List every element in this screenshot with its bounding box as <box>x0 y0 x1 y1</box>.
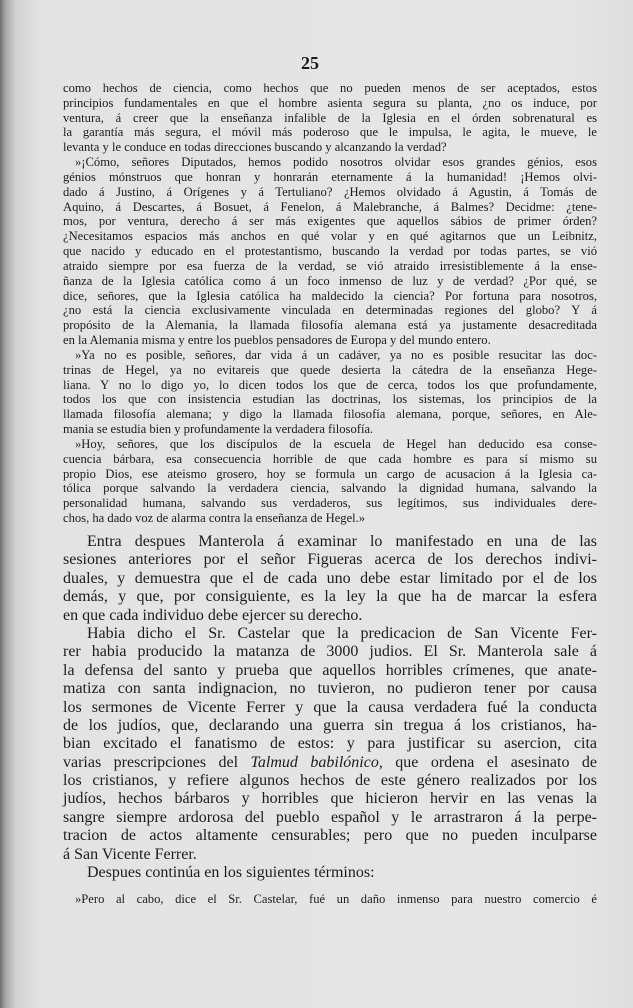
text-line: »Pero al cabo, dice el Sr. Castelar, fué un daño inmenso para nuestro comercio é <box>75 892 597 906</box>
text-line: ¿Necesitamos espacios más anchos en qué volar y en qué agitarnos que un Leibnitz, <box>63 229 597 244</box>
text-line: ventura, á creer que la enseñanza infalible de la Iglesia en el órden sobrenatural es <box>63 110 597 125</box>
text-line: dado á Justino, á Orígenes y á Tertuliano? ¿Hemos olvidado á Agustin, á Tomás de <box>63 184 597 199</box>
text-line: que nacido y educado en el protestantismo, buscando la verdad por todas partes, se vió <box>63 244 597 259</box>
italic-title: Talmud babilónico <box>250 753 379 771</box>
text-line: personalidad humana, salvando sus verdaderos, sus legítimos, sus individuales dere- <box>63 496 597 511</box>
text-line: en que cada individuo debe ejercer su derecho. <box>63 606 363 624</box>
text-segment: varias prescripciones del <box>63 753 251 771</box>
text-line: mos, por ventura, derecho á ser más exigentes que aquellos sábios de primer órden? <box>63 214 597 229</box>
text-line: llamada filosofía alemana; y digo la llamada filosofía alemana, porque, señores, en Ale- <box>63 407 597 422</box>
closing-quote-block <box>63 892 597 907</box>
page-number: 25 <box>301 53 319 73</box>
text-line: rer habia producido la matanza de 3000 judios. El Sr. Manterola sale á <box>63 643 597 661</box>
text-line: á San Vicente Ferrer. <box>63 845 197 863</box>
text-line: génios mónstruos que honran y honrarán eternamente á la humanidad! ¡Hemos olvi- <box>63 169 597 184</box>
text-line: »Ya no es posible, señores, dar vida á un cadáver, ya no es posible resucitar las doc- <box>75 347 597 362</box>
text-line: levanta y le conduce en todas direcciones buscando y alcanzando la verdad? <box>63 140 447 155</box>
text-line: propósito de la Alemania, la llamada filosofía alemana está ya justamente desacreditada <box>63 318 597 333</box>
text-line: los cristianos, y refiere algunos hechos de este género realizados por los <box>63 772 597 790</box>
text-line: atraido siempre por esa fuerza de la verdad, se vió atraido irresistiblemente á la ense- <box>63 258 597 273</box>
text-line: trinas de Hegel, ya no evitareis que quede desierta la cátedra de la enseñanza Hege- <box>63 362 597 377</box>
text-line: Aquino, á Descartes, á Bosuet, á Fenelon, á Malebranche, á Balmes? Decidme: ¿tene- <box>63 199 597 214</box>
text-line: dice, señores, que la Iglesia católica ha maldecido la ciencia? Por fortuna para nosotros, <box>63 288 597 303</box>
text-line: matiza con santa indignacion, no tuvieron, no pudieron tener por causa <box>63 680 597 698</box>
text-line: »Hoy, señores, que los discípulos de la escuela de Hegel han deducido esa conse- <box>75 436 597 451</box>
text-line: ¿no está la ciencia exclusivamente vinculada en determinadas regiones del globo? Y á <box>63 303 597 318</box>
text-line: principios fundamentales en que el hombre asienta segura su planta, ¿no os induce, por <box>63 95 597 110</box>
text-line: Despues continúa en los siguientes términos: <box>87 864 375 882</box>
text-line: Entra despues Manterola á examinar lo manifestado en una de las <box>87 533 597 550</box>
text-line: los sermones de Vicente Ferrer y que la causa verdadera fué la conducta <box>63 698 597 716</box>
text-line: cuencia bárbara, esa consecuencia horrible de que cada hombre es para sí mismo su <box>63 451 597 466</box>
text-line: tracion de actos altamente censurables; pero que no pueden inculparse <box>63 827 597 845</box>
text-line: tólica porque salvando la verdadera ciencia, salvando la dignidad humana, salvando la <box>63 481 597 496</box>
text-line: judíos, hechos bárbaros y horribles que hicieron hervir en las venas la <box>63 790 597 808</box>
text-line: todos los que con insistencia estudian las doctrinas, los sistemas, los principios de la <box>63 392 597 407</box>
text-line: »¡Cómo, señores Diputados, hemos podido nosotros olvidar esos grandes génios, esos <box>75 155 597 170</box>
text-line: liana. Y no lo digo yo, lo dicen todos los que de cerca, todos los que profundamente, <box>63 377 597 392</box>
text-line <box>63 754 597 772</box>
text-line: en la Alemania misma y entre los pueblos pensadores de Europa y del mundo entero. <box>63 333 491 348</box>
text-line: la defensa del santo y prueba que aquellos horribles crímenes, que anate- <box>63 661 597 679</box>
text-line: propio Dios, ese ateismo grosero, hoy se formula un cargo de acusacion á la Iglesia ca- <box>63 466 597 481</box>
text-line: la garantía más segura, el móvil más poderoso que le impulsa, le agita, le mueve, le <box>63 125 597 140</box>
quoted-speech-block <box>63 81 597 526</box>
text-line: ñanza de la Iglesia católica como á un foco inmenso de luz y de verdad? ¿Por qué, se <box>63 273 597 288</box>
text-line: como hechos de ciencia, como hechos que no pueden menos de ser aceptados, estos <box>63 81 597 95</box>
text-line: chos, ha dado voz de alarma contra la enseñanza de Hegel.» <box>63 511 366 526</box>
text-segment: , que ordena el asesinato de <box>378 753 597 771</box>
text-line: bian excitado el fanatismo de estos: y para justificar su asercion, cita <box>63 735 597 753</box>
text-line: demás, y que, por consiguiente, es la ley la que ha de marcar la esfera <box>63 588 597 606</box>
text-line: sesiones anteriores por el señor Figueras acerca de los derechos indivi- <box>63 551 597 569</box>
narrative-body-block <box>63 533 597 882</box>
text-line: sangre siempre ardorosa del pueblo español y le arrastraron á la perpe- <box>63 808 597 826</box>
text-line: de los judíos, que, declarando una guerra sin tregua á los cristianos, ha- <box>63 716 597 734</box>
text-line: mania se estudia bien y profundamente la verdadera filosofía. <box>63 422 374 437</box>
text-line: duales, y demuestra que el de cada uno debe estar limitado por el de los <box>63 569 597 587</box>
text-line: Habia dicho el Sr. Castelar que la predicacion de San Vicente Fer- <box>87 624 597 642</box>
